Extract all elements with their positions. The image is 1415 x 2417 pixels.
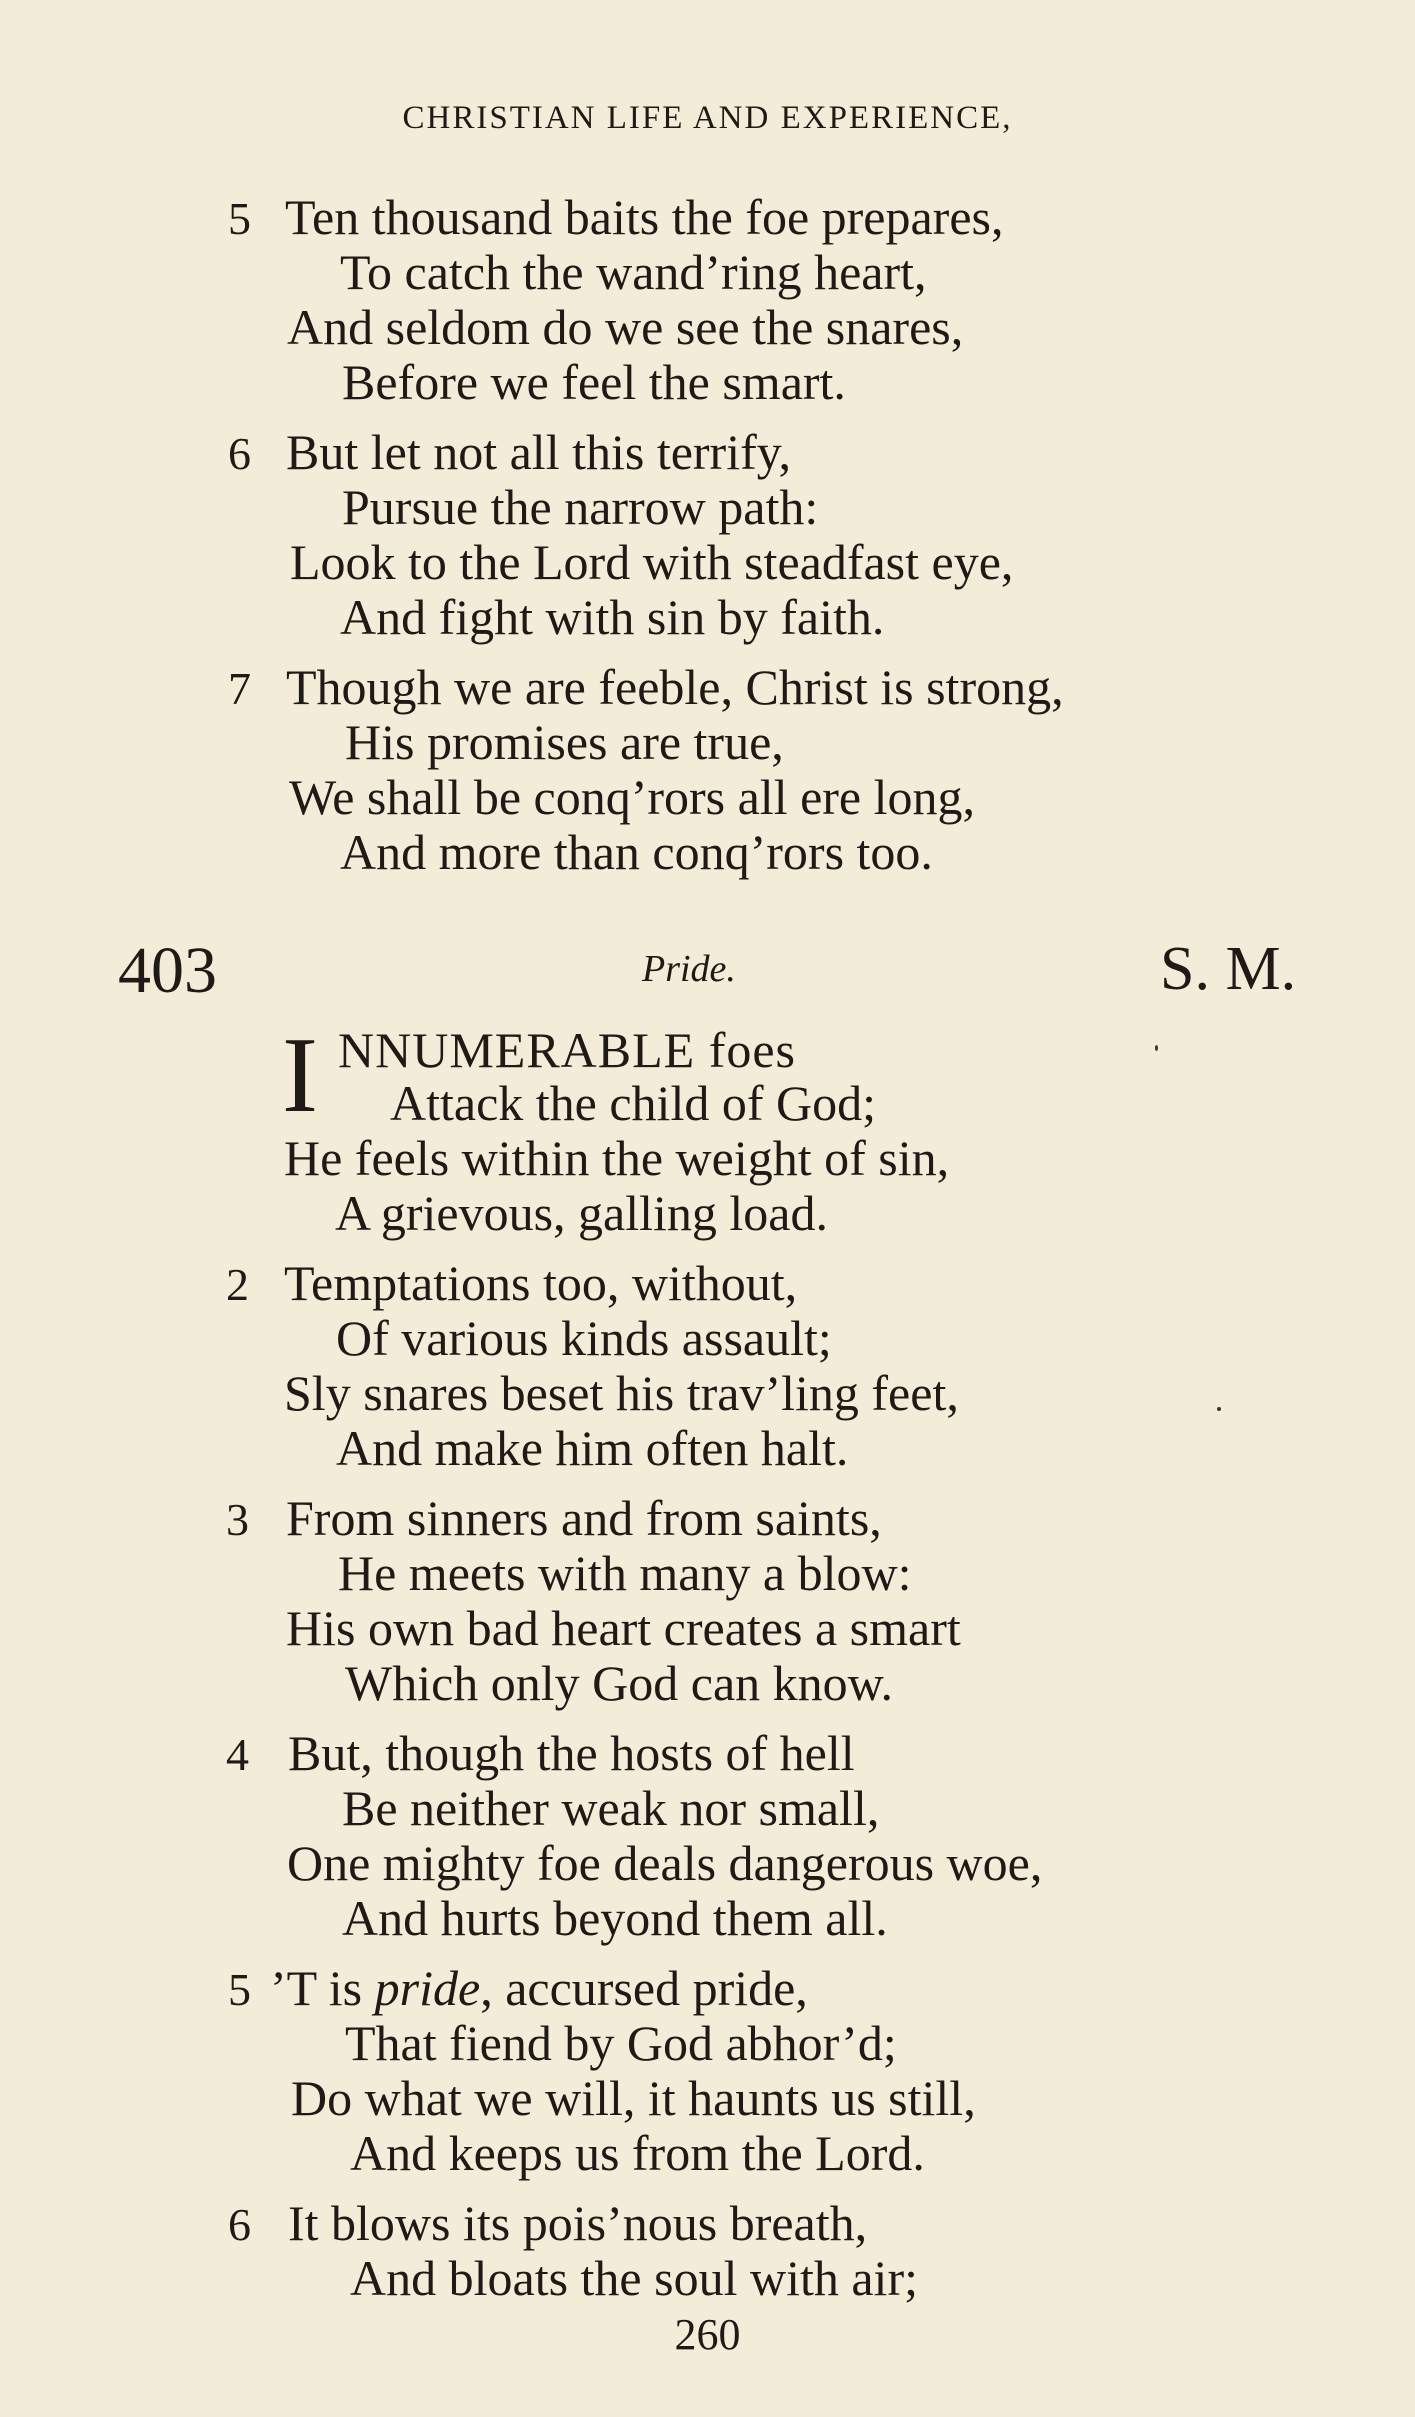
verse-line: Sly snares beset his trav’ling feet, [284, 1365, 959, 1421]
verse-line: Temptations too, without, [284, 1255, 798, 1311]
verse-number: 5 [228, 193, 251, 244]
hymn-title: Pride. [642, 948, 736, 990]
verse-line: Of various kinds assault; [336, 1310, 832, 1366]
print-speck [1217, 1407, 1221, 1411]
verse-number: 2 [226, 1259, 249, 1310]
verse-line: And make him often halt. [336, 1420, 849, 1476]
verse-number: 3 [226, 1494, 249, 1545]
verse-line: His promises are true, [345, 714, 784, 770]
verse-line: He meets with many a blow: [338, 1545, 912, 1601]
verse-line: Ten thousand baits the foe prepares, [285, 189, 1004, 245]
verse-line: And bloats the soul with air; [350, 2250, 918, 2306]
verse-number: 6 [228, 2199, 251, 2250]
verse-line: But, though the hosts of hell [288, 1725, 855, 1781]
line-suffix: , accursed pride, [480, 1960, 808, 2016]
verse-line: And keeps us from the Lord. [350, 2125, 925, 2181]
italic-word: pride [374, 1960, 481, 2016]
line-prefix: ’T is [270, 1960, 375, 2016]
verse-line: Look to the Lord with steadfast eye, [290, 534, 1014, 590]
verse-line: Do what we will, it haunts us still, [291, 2070, 976, 2126]
verse-line-with-italic [270, 1960, 808, 2016]
verse-line: A grievous, galling load. [335, 1185, 828, 1241]
verse-number: 5 [228, 1964, 251, 2015]
verse-line: But let not all this terrify, [286, 424, 792, 480]
verse-line: His own bad heart creates a smart [286, 1600, 961, 1656]
verse-number: 4 [226, 1729, 249, 1780]
verse-line: Before we feel the smart. [342, 354, 846, 410]
verse-line: That fiend by God abhor’d; [345, 2015, 897, 2071]
page-number: 260 [674, 2310, 741, 2359]
running-head: CHRISTIAN LIFE AND EXPERIENCE, [402, 100, 1013, 136]
hymn-meter: S. M. [1160, 935, 1297, 1003]
verse-line: It blows its pois’nous breath, [288, 2195, 868, 2251]
verse-line: And more than conq’rors too. [340, 824, 933, 880]
drop-cap: I [282, 1016, 318, 1135]
verse-line: And fight with sin by faith. [340, 589, 885, 645]
verse-line: From sinners and from saints, [286, 1490, 882, 1546]
verse-line: Be neither weak nor small, [342, 1780, 880, 1836]
verse-line: To catch the wand’ring heart, [340, 244, 927, 300]
verse-line: We shall be conq’rors all ere long, [289, 769, 976, 825]
verse-line: One mighty foe deals dangerous woe, [287, 1835, 1043, 1891]
print-speck [1155, 1045, 1158, 1051]
verse-line: And hurts beyond them all. [342, 1890, 888, 1946]
verse-line: Attack the child of God; [390, 1075, 876, 1131]
verse-line: Though we are feeble, Christ is strong, [286, 659, 1064, 715]
verse-number: 7 [228, 663, 251, 714]
verse-line: Pursue the narrow path: [342, 479, 819, 535]
verse-number: 6 [228, 428, 251, 479]
verse-line: And seldom do we see the snares, [287, 299, 964, 355]
hymn-number: 403 [118, 934, 217, 1007]
verse-line: He feels within the weight of sin, [284, 1130, 950, 1186]
verse-line: Which only God can know. [345, 1655, 894, 1711]
verse-line: NNUMERABLE foes [338, 1022, 797, 1078]
